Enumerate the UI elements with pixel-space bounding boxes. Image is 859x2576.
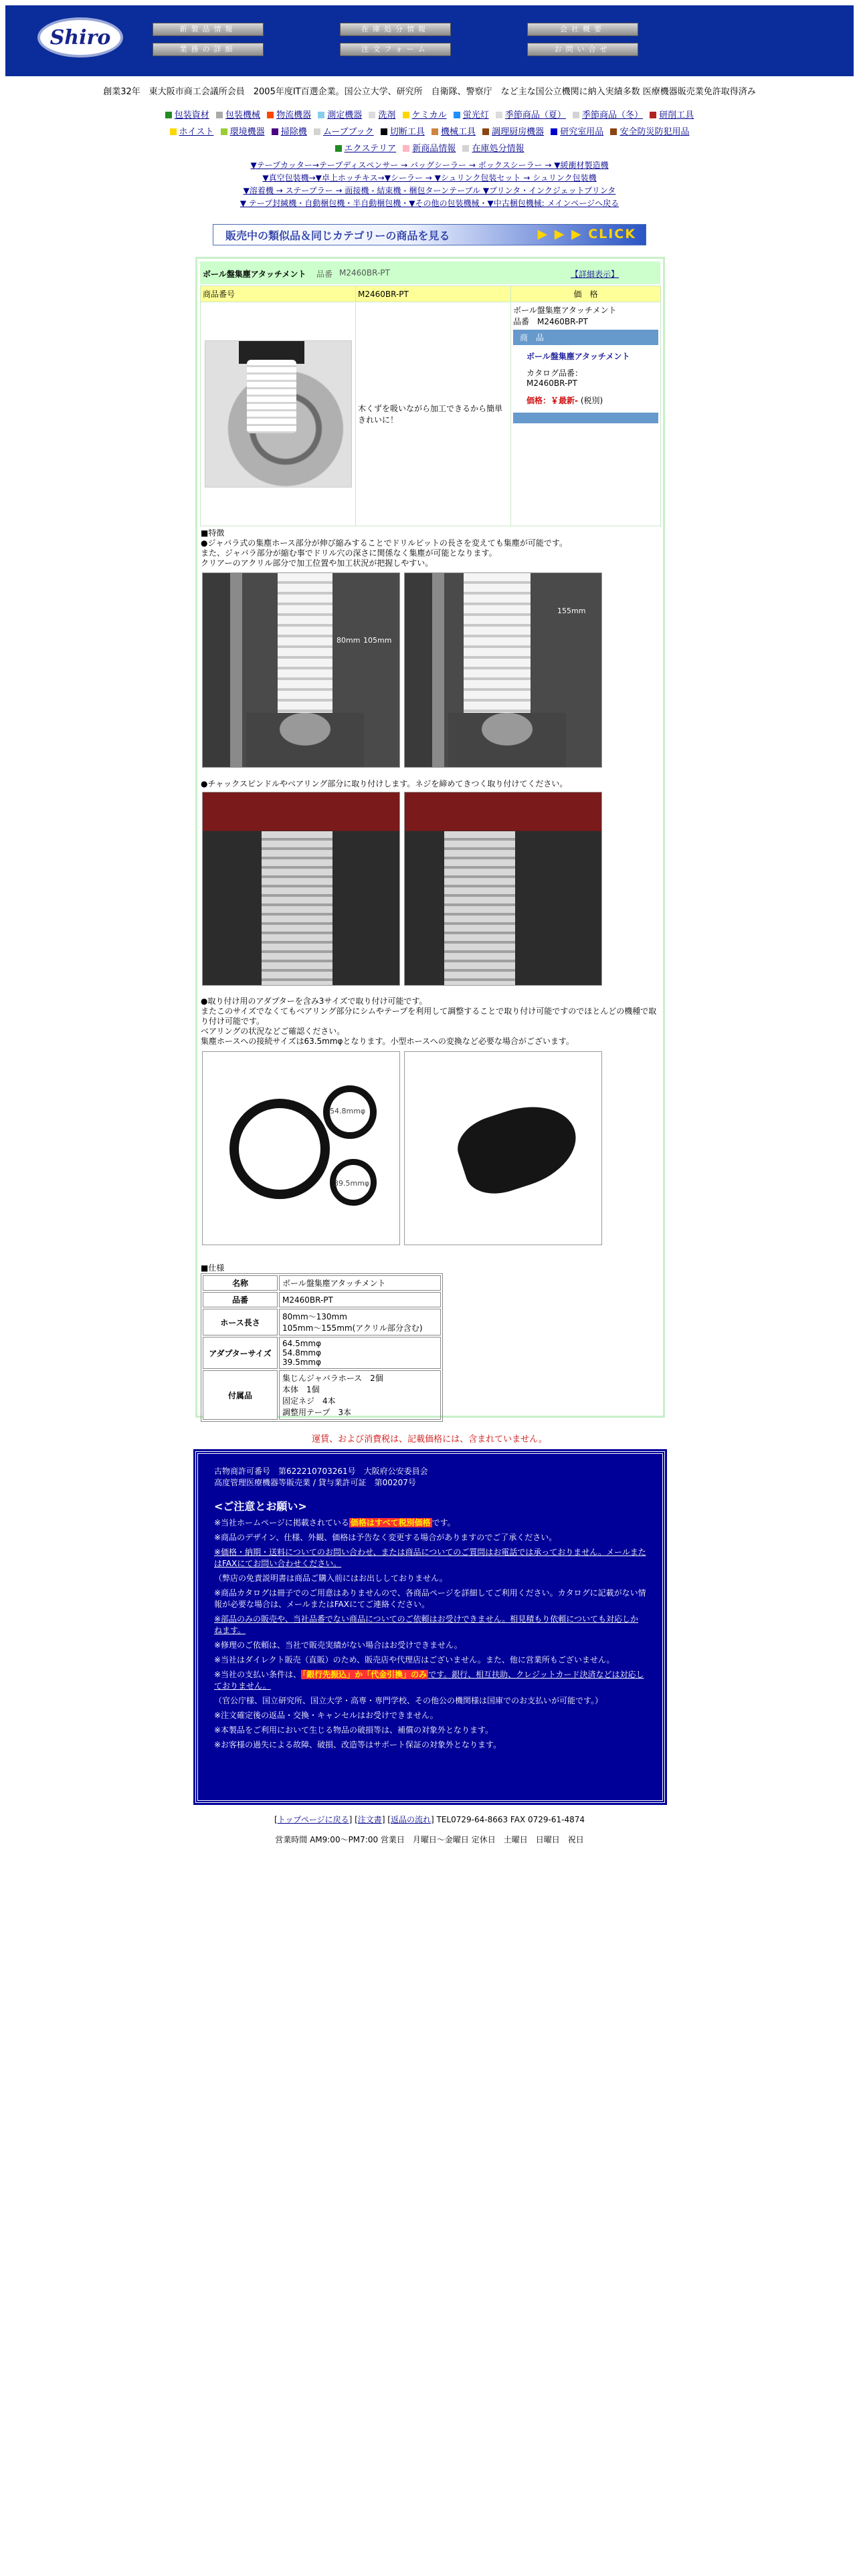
adapter-text: ●取り付け用のアダプターを含み3サイズで取り付け可能です。 (201, 996, 427, 1006)
footer-link-top[interactable]: トップページに戻る (277, 1815, 349, 1824)
feature-text: クリアーのアクリル部分で加工位置や加工状況が把握しやすい。 (201, 558, 434, 568)
feature-text: また、ジャバラ部分が縮む事でドリル穴の深さに関係なく集塵が可能となります。 (201, 548, 497, 558)
photo-bellows-short (202, 572, 400, 768)
category-square-icon (482, 128, 489, 135)
category-square-icon (650, 112, 656, 118)
spec-row (203, 1370, 441, 1420)
category-item[interactable] (454, 110, 489, 120)
spec-key: 名称 (203, 1275, 278, 1291)
category-square-icon (610, 128, 617, 135)
measure-label: 155mm (557, 607, 586, 615)
category-item[interactable] (403, 144, 456, 154)
notice-item: ※部品のみの販売や、当社品番でない商品についてのご依頼はお受けできません。相見積もり依頼についても対応しかねます。 (214, 1614, 639, 1635)
product-photo[interactable] (205, 340, 352, 488)
photo-mount-left (202, 792, 400, 986)
col-price: 価 格 (511, 286, 661, 302)
category-link[interactable]: 季節商品（冬） (582, 110, 644, 120)
notice-item: ※当社ホームページに掲載されている 価格はすべて税別価格 です。 (214, 1518, 456, 1527)
photo-bellows-long (404, 572, 602, 768)
company-info: 創業32年 東大阪市商工会議所会員 2005年度IT百選企業。国公立大学、研究所 自衛隊、警察庁 など主な国公立機関に納入実績多数 医療機器販売業免許取得済み (103, 87, 756, 97)
product-bar: 商 品 (513, 330, 658, 345)
measure-label: 80mm (337, 636, 361, 645)
price-product-code: 品番 M2460BR-PT (513, 317, 588, 326)
category-square-icon (318, 112, 324, 118)
detail-view-link[interactable]: 【詳細表示】 (571, 270, 619, 279)
category-link[interactable]: ケミカル (411, 110, 447, 120)
category-item[interactable] (462, 144, 524, 154)
product-code-label: 品番 (316, 270, 333, 279)
category-square-icon (272, 128, 278, 135)
category-item[interactable] (314, 127, 374, 137)
category-link[interactable]: 環境機器 (229, 127, 265, 137)
adapter-text: ベアリングの状況などご確認ください。 (201, 1027, 345, 1036)
adapter-text: 集塵ホースへの接続サイズは63.5mmφとなります。小型ホースへの変換など必要な場合がございます。 (201, 1037, 574, 1046)
category-square-icon (369, 112, 375, 118)
specs-heading: ■仕様 (201, 1263, 225, 1273)
notice-item: （官公庁様、国立研究所、国立大学・高専・専門学校、その他公の機関様は国庫でのお支払いが可能です。） (214, 1696, 603, 1705)
adapter-text: またこのサイズでなくてもベアリング部分にシムやテープを利用して調整することで取り付け可能ですのでほとんどの機種で取り付け可能です。 (201, 1006, 657, 1026)
col-product-number: 商品番号 (201, 286, 356, 302)
footer-tel-fax: TEL0729-64-8663 FAX 0729-61-4874 (436, 1815, 585, 1824)
category-link[interactable]: 研削工具 (659, 110, 694, 120)
spec-value: 80mm〜130mm 105mm〜155mm(アクリル部分含む) (279, 1309, 441, 1335)
category-square-icon (573, 112, 579, 118)
category-item[interactable] (610, 127, 689, 137)
tax-note: 運賃、および消費税は、記載価格には、含まれていません。 (312, 1434, 547, 1444)
category-link[interactable]: 新商品情報 (412, 144, 456, 154)
ring-label: 54.8mmφ (330, 1107, 366, 1115)
category-item[interactable] (496, 110, 566, 120)
col-product-code: M2460BR-PT (356, 286, 511, 302)
features-section (201, 528, 662, 568)
category-link[interactable]: 洗剤 (378, 110, 396, 120)
category-link[interactable]: 掃除機 (280, 127, 307, 137)
category-square-icon (314, 128, 320, 135)
notice-item: ※当社はダイレクト販売（直販）のため、販売店や代理店はございません。また、他に営業所もございません。 (214, 1655, 615, 1665)
spec-key: ホース長さ (203, 1309, 278, 1335)
product-table (200, 286, 661, 526)
photo-hose-port (404, 1051, 602, 1245)
adapter-text-block (201, 996, 662, 1047)
category-link[interactable]: 包装機械 (225, 110, 260, 120)
similar-banner-text: 販売中の類似品＆同じカテゴリーの商品を見る (225, 229, 450, 242)
category-link[interactable]: 物流機器 (276, 110, 312, 120)
ring-label: 64.5mmφ (262, 1144, 298, 1153)
category-link[interactable]: 包装資材 (174, 110, 209, 120)
category-item[interactable] (272, 127, 307, 137)
nav-clearance[interactable]: 在庫処分情報 (340, 23, 451, 36)
spec-value: ボール盤集塵アタッチメント (279, 1275, 441, 1291)
category-square-icon (216, 112, 223, 118)
product-code: M2460BR-PT (339, 268, 390, 278)
category-link[interactable]: ムーブブック (322, 127, 374, 137)
footer-links: [トップページに戻る] [注文書] [返品の流れ] TEL0729-64-8663 FAX 0729-61-4874 (274, 1815, 585, 1824)
category-item[interactable] (165, 110, 209, 120)
nav-contact[interactable]: お問い合せ (527, 43, 638, 56)
spec-value: M2460BR-PT (279, 1292, 441, 1307)
category-item[interactable] (335, 144, 397, 154)
category-square-icon (496, 112, 502, 118)
click-label: ▶ ▶ ▶ CLICK (537, 227, 636, 241)
business-hours: 営業時間 AM9:00〜PM7:00 営業日 月曜日〜金曜日 定休日 土曜日 日曜日 祝日 (275, 1835, 584, 1844)
category-link[interactable]: エクステリア (344, 144, 397, 154)
photo-mount-right (404, 792, 602, 986)
notice-item: ※商品のデザイン、仕様、外観、価格は予告なく変更する場合がありますのでご了承ください。 (214, 1533, 557, 1542)
category-item[interactable] (432, 127, 476, 137)
spec-value: 集じんジャバラホース 2個 本体 1個 固定ネジ 4本 調整用テープ 3本 (279, 1370, 441, 1420)
category-link[interactable]: 切断工具 (389, 127, 425, 137)
category-item[interactable] (551, 127, 603, 137)
nav-company-profile[interactable]: 会社概要 (527, 23, 638, 36)
category-square-icon (221, 128, 227, 135)
subcategory-line[interactable]: ▼真空包装機→▼卓上ホッチキス→▼シーラー → ▼シュリンク包装セット → シュリンク包装機 (262, 173, 597, 183)
category-link[interactable]: 季節商品（夏） (504, 110, 566, 120)
category-link[interactable]: 調理厨房機器 (492, 127, 545, 137)
category-item[interactable] (403, 110, 447, 120)
nav-business-details[interactable]: 業務の詳細 (153, 43, 264, 56)
notice-item: ※当社の支払い条件は、 「銀行先振込」か「代金引換」のみ です。銀行、相互扶助、クレジットカード決済などは対応しておりません。 (214, 1670, 644, 1691)
category-link[interactable]: 在庫処分情報 (472, 144, 524, 154)
category-square-icon (462, 145, 469, 152)
category-link[interactable]: 測定機器 (327, 110, 363, 120)
category-link[interactable]: 蛍光灯 (462, 110, 489, 120)
ring-label: 39.5mmφ (334, 1179, 370, 1188)
product-description: 木くずを吸いながら加工できるから簡単きれいに！ (356, 302, 511, 526)
feature-text: ●ジャバラ式の集塵ホース部分が伸び縮みすることでドリルビットの長さを変えても集塵が可能です。 (201, 538, 567, 548)
spec-row (203, 1275, 441, 1291)
category-item[interactable] (318, 110, 362, 120)
company-logo[interactable] (37, 17, 123, 58)
spec-row (203, 1292, 441, 1307)
subcategory-line[interactable]: ▼テープカッター→テープディスペンサー → バッグシーラー → ボックスシーラー → ▼緩衝材製造機 (250, 160, 609, 170)
license-2: 高度管理医療機器等販売業 / 貸与業許可証 第00207号 (214, 1478, 416, 1487)
spec-value: 64.5mmφ 54.8mmφ 39.5mmφ (279, 1337, 441, 1369)
spec-key: 品番 (203, 1292, 278, 1307)
notice-item: ※価格・納期・送料についてのお問い合わせ、または商品についてのご質問はお電話では承っておりません。メールまたはFAXにてお問い合わせください。 (214, 1547, 646, 1568)
logo-text: Shiro (50, 25, 111, 49)
notice-box (195, 1451, 665, 1803)
category-item[interactable] (216, 110, 260, 120)
notice-item: ※お客様の過失による故障、破損、改造等はサポート保証の対象外となります。 (214, 1740, 502, 1749)
category-square-icon (403, 112, 409, 118)
inner-product-name: ボール盤集塵アタッチメント (527, 352, 630, 361)
product-photo-cell (201, 302, 356, 526)
subcategory-line[interactable]: ▼ テープ封緘機・自動梱包機・半自動梱包機・▼その他の包装機械・▼中古梱包機械: メインページへ戻る (240, 199, 619, 208)
category-item[interactable] (381, 127, 425, 137)
site-header (5, 5, 854, 76)
spec-key: アダプターサイズ (203, 1337, 278, 1369)
category-item[interactable] (369, 110, 395, 120)
features-heading: ■特徴 (201, 528, 225, 538)
category-square-icon (335, 145, 342, 152)
price-bar-bottom (513, 413, 658, 423)
notice-item: （弊店の免責説明書は商品ご購入前にはお出ししておりません。 (214, 1574, 448, 1583)
category-square-icon (454, 112, 460, 118)
category-square-icon (170, 128, 177, 135)
chuck-text: ●チャックスピンドルやベアリング部分に取り付けします。ネジを締めてきつく取り付けてください。 (201, 779, 568, 788)
category-item[interactable] (482, 127, 544, 137)
price-value: 価格：￥最新- (527, 396, 578, 405)
spec-row (203, 1309, 441, 1335)
category-item[interactable] (221, 127, 265, 137)
price-tax: (税別) (580, 396, 603, 405)
spec-key: 付属品 (203, 1370, 278, 1420)
category-square-icon (432, 128, 438, 135)
category-item[interactable] (650, 110, 694, 120)
spec-row (203, 1337, 441, 1369)
similar-products-banner[interactable] (213, 224, 646, 245)
category-link[interactable]: 安全防災防犯用品 (619, 127, 690, 137)
category-square-icon (403, 145, 409, 152)
category-item[interactable] (573, 110, 643, 120)
license-1: 古物商許可番号 第622210703261号 大阪府公安委員会 (214, 1467, 428, 1476)
category-item[interactable] (267, 110, 311, 120)
category-menu (161, 107, 698, 157)
notice-item: ※商品カタログは冊子でのご用意はありませんので、各商品ページを詳細してご利用ください。カタログに記載がない情報が必要な場合は、メールまたはFAXにてご連絡ください。 (214, 1588, 646, 1609)
category-link[interactable]: 機械工具 (440, 127, 476, 137)
nav-order-form[interactable]: 注文フォーム (340, 43, 451, 56)
category-link[interactable]: ホイスト (179, 127, 214, 137)
product-name: ボール盤集塵アタッチメント (203, 270, 306, 279)
category-square-icon (551, 128, 557, 135)
notice-item: ※本製品をご利用において生じる物品の破損等は、補償の対象外となります。 (214, 1725, 494, 1735)
spec-table (201, 1273, 443, 1422)
category-square-icon (165, 112, 172, 118)
photo-adapters (202, 1051, 400, 1245)
footer-link-order[interactable]: 注文書 (357, 1815, 382, 1824)
catalog-label: カタログ品番： (527, 368, 583, 378)
subcategory-line[interactable]: ▼溶着機 → ステープラー → 面接機 - 結束機 - 梱包ターンテーブル ▼プリンタ・インクジェットプリンタ (243, 186, 616, 195)
category-item[interactable] (170, 127, 214, 137)
price-product-name: ボール盤集塵アタッチメント (513, 306, 617, 315)
notice-heading: <ご注意とお願い> (214, 1500, 307, 1513)
nav-new-products[interactable]: 新製品情報 (153, 23, 264, 36)
subcategory-menu (194, 159, 665, 210)
category-link[interactable]: 研究室用品 (560, 127, 604, 137)
measure-label: 105mm (363, 636, 392, 645)
footer-link-returns[interactable]: 返品の流れ (391, 1815, 432, 1824)
price-cell (511, 302, 661, 526)
product-header (200, 261, 660, 284)
category-square-icon (381, 128, 387, 135)
notice-item: ※注文確定後の返品・交換・キャンセルはお受けできません。 (214, 1711, 438, 1720)
category-square-icon (267, 112, 274, 118)
catalog-code: M2460BR-PT (527, 379, 577, 388)
notice-item: ※修理のご依頼は、当社で販売実績がない場合はお受けできません。 (214, 1640, 462, 1650)
specifications (201, 1262, 462, 1422)
